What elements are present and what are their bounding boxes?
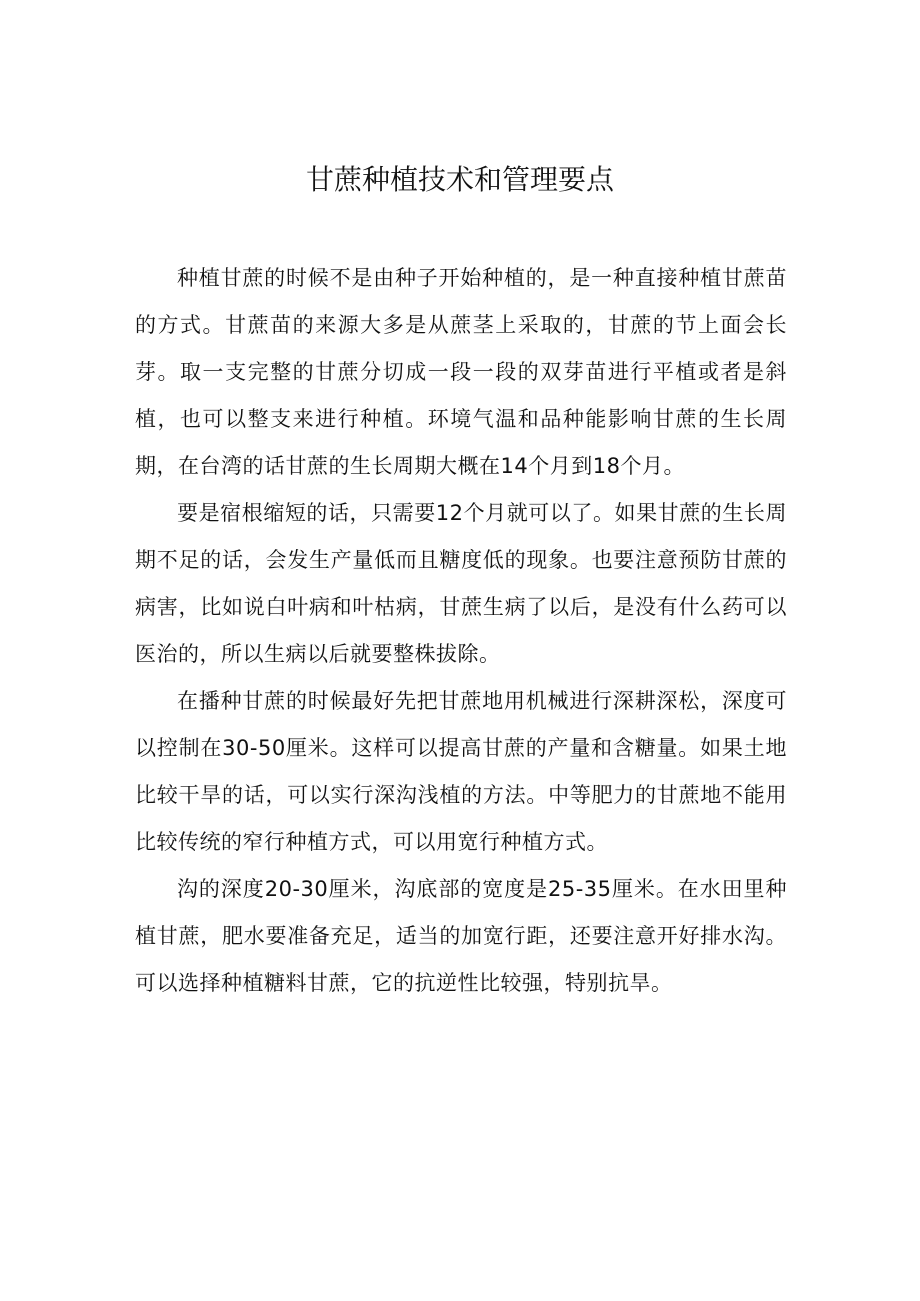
paragraph-1: 种植甘蔗的时候不是由种子开始种植的，是一种直接种植甘蔗苗的方式。甘蔗苗的来源大多是从蔗茎上采取的，甘蔗的节上面会长芽。取一支完整的甘蔗分切成一段一段的双芽苗进行平植或者是斜植，也可以整支来进行种植。环境气温和品种能影响甘蔗的生长周期，在台湾的话甘蔗的生长周期大概在14个月到18个月。 [135, 266, 787, 478]
paragraph-4: 沟的深度20-30厘米，沟底部的宽度是25-35厘米。在水田里种植甘蔗，肥水要准备充足，适当的加宽行距，还要注意开好排水沟。可以选择种植糖料甘蔗，它的抗逆性比较强，特别抗旱。 [135, 877, 787, 995]
paragraph-2: 要是宿根缩短的话，只需要12个月就可以了。如果甘蔗的生长周期不足的话，会发生产量低而且糖度低的现象。也要注意预防甘蔗的病害，比如说白叶病和叶枯病，甘蔗生病了以后，是没有什么药可以医治的，所以生病以后就要整株拔除。 [135, 501, 787, 666]
document-body [135, 255, 787, 1007]
document-title: 甘蔗种植技术和管理要点 [305, 163, 614, 196]
paragraph-3: 在播种甘蔗的时候最好先把甘蔗地用机械进行深耕深松，深度可以控制在30-50厘米。这样可以提高甘蔗的产量和含糖量。如果土地比较干旱的话，可以实行深沟浅植的方法。中等肥力的甘蔗地不能用比较传统的窄行种植方式，可以用宽行种植方式。 [135, 689, 787, 854]
